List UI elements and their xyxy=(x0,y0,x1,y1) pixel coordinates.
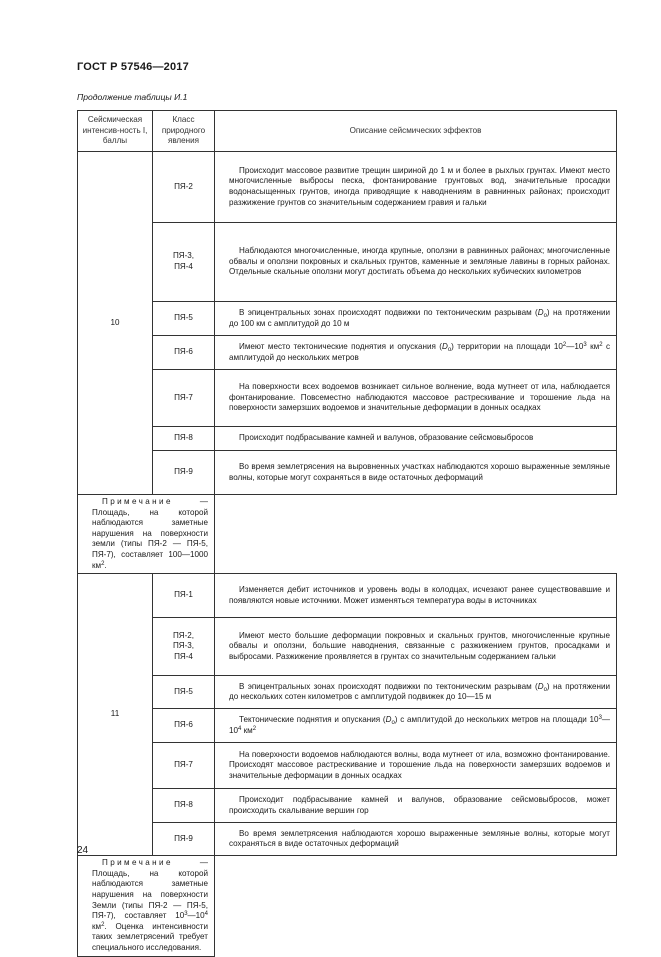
table-row xyxy=(78,789,617,823)
table-row xyxy=(78,223,617,302)
table-row xyxy=(78,743,617,789)
table-row xyxy=(78,574,617,618)
class-cell: ПЯ-1 xyxy=(153,574,215,618)
table-row xyxy=(78,618,617,676)
class-cell: ПЯ-3, ПЯ-4 xyxy=(153,223,215,302)
class-cell: ПЯ-6 xyxy=(153,709,215,743)
description-cell: Во время землетрясения на выровненных участках наблюдаются хорошо выраженные земляные волны, которые могут сохраняться в виде остаточных деформаций xyxy=(215,451,617,495)
table-row xyxy=(78,302,617,336)
intensity-cell: 10 xyxy=(78,152,153,495)
table-continuation-label: Продолжение таблицы И.1 xyxy=(77,92,188,102)
class-cell: ПЯ-8 xyxy=(153,789,215,823)
class-cell: ПЯ-8 xyxy=(153,427,215,451)
table-note: Примечание — Площадь, на которой наблюдаются заметные нарушения на поверхности Земли (типы ПЯ-2 — ПЯ-5, ПЯ-7), составляет $10^3—10^4$ $км^2$. Оценка интенсивности таких землетрясений требует специального исследования. xyxy=(78,856,215,956)
intensity-cell: 11 xyxy=(78,574,153,856)
table-row xyxy=(78,336,617,370)
table-row xyxy=(78,676,617,709)
table-row xyxy=(78,709,617,743)
class-cell: ПЯ-7 xyxy=(153,743,215,789)
description-cell: В эпицентральных зонах происходят подвижки по тектоническим разрывам $(D_o)$ на протяжении до 100 км с амплитудой до 10 м xyxy=(215,302,617,336)
description-cell: Происходит подбрасывание камней и валунов, образование сейсмовыбросов xyxy=(215,427,617,451)
description-cell: Изменяется дебит источников и уровень воды в колодцах, исчезают ранее существовавшие и появляются новые источники. Может изменяться температура воды в источниках xyxy=(215,574,617,618)
description-cell: На поверхности всех водоемов возникает сильное волнение, вода мутнеет от ила, наблюдается фонтанирование. Повсеместно наблюдаются массовое растрескивание и торошение льда на поверхности замерзших водоемов и значительные деформации в донных осадках xyxy=(215,370,617,427)
description-cell: Наблюдаются многочисленные, иногда крупные, оползни в равнинных районах; многочисленные обвалы и оползни покровных и скальных грунтов, каменные и земляные лавины в горных районах. Отдельные скальные оползни могут достигать объема до нескольких кубических километров xyxy=(215,223,617,302)
table-row xyxy=(78,823,617,856)
class-cell: ПЯ-6 xyxy=(153,336,215,370)
table-note-row xyxy=(78,495,617,574)
description-cell: Тектонические поднятия и опускания $(D_o)$ с амплитудой до нескольких метров на площади $10^3—10^4$ $км^2$ xyxy=(215,709,617,743)
class-cell: ПЯ-2, ПЯ-3, ПЯ-4 xyxy=(153,618,215,676)
description-cell: Происходит массовое развитие трещин шириной до 1 м и более в рыхлых грунтах. Имеют место многочисленные выбросы песка, фонтанирование грунтовых вод, значительные просадки водонасыщенных грунтов, иногда приводящие к наводнениям в равнинных районах; происходит разжижение грунтов со значительным содержанием гравия и гальки xyxy=(215,152,617,223)
header-intensity: Сейсмическая интенсив-ность I, баллы xyxy=(78,111,153,152)
description-cell: Во время землетрясения наблюдаются хорошо выраженные земляные волны, которые могут сохраняться в виде остаточных деформаций xyxy=(215,823,617,856)
description-cell: Имеют место большие деформации покровных и скальных грунтов, многочисленные крупные обвалы и оползни, большие наводнения, связанные с разжижением грунтов, просадками и выбросами. Разжижение проявляется в грунтах со значительным содержанием гальки xyxy=(215,618,617,676)
seismic-effects-table xyxy=(77,110,617,957)
table-row xyxy=(78,370,617,427)
header-description: Описание сейсмических эффектов xyxy=(215,111,617,152)
class-cell: ПЯ-5 xyxy=(153,302,215,336)
class-cell: ПЯ-9 xyxy=(153,823,215,856)
class-cell: ПЯ-9 xyxy=(153,451,215,495)
description-cell: Имеют место тектонические поднятия и опускания $(D_o)$ территории на площади $10^2—10^3$ $км^2$ с амплитудой до нескольких метров xyxy=(215,336,617,370)
table-row xyxy=(78,427,617,451)
table-note-row xyxy=(78,856,617,956)
description-cell: В эпицентральных зонах происходят подвижки по тектоническим разрывам $(D_o)$ на протяжении до нескольких сотен километров с амплитудой подвижек до 10—15 м xyxy=(215,676,617,709)
table-note: Примечание — Площадь, на которой наблюдаются заметные нарушения на поверхности земли (типы ПЯ-2 — ПЯ-5, ПЯ-7), составляет 100—1000 $км^2$. xyxy=(78,495,215,574)
description-cell: На поверхности водоемов наблюдаются волны, вода мутнеет от ила, возможно фонтанирование. Происходят массовое растрескивание и торошение льда на поверхности замерзших водоемов и значительные деформации в донных осадках xyxy=(215,743,617,789)
table-row xyxy=(78,451,617,495)
description-cell: Происходит подбрасывание камней и валунов, образование сейсмовыбросов, может происходить скалывание вершин гор xyxy=(215,789,617,823)
table-row xyxy=(78,152,617,223)
class-cell: ПЯ-5 xyxy=(153,676,215,709)
document-code: ГОСТ Р 57546—2017 xyxy=(77,61,189,73)
header-class: Класс природного явления xyxy=(153,111,215,152)
class-cell: ПЯ-7 xyxy=(153,370,215,427)
page-number: 24 xyxy=(77,845,89,856)
class-cell: ПЯ-2 xyxy=(153,152,215,223)
